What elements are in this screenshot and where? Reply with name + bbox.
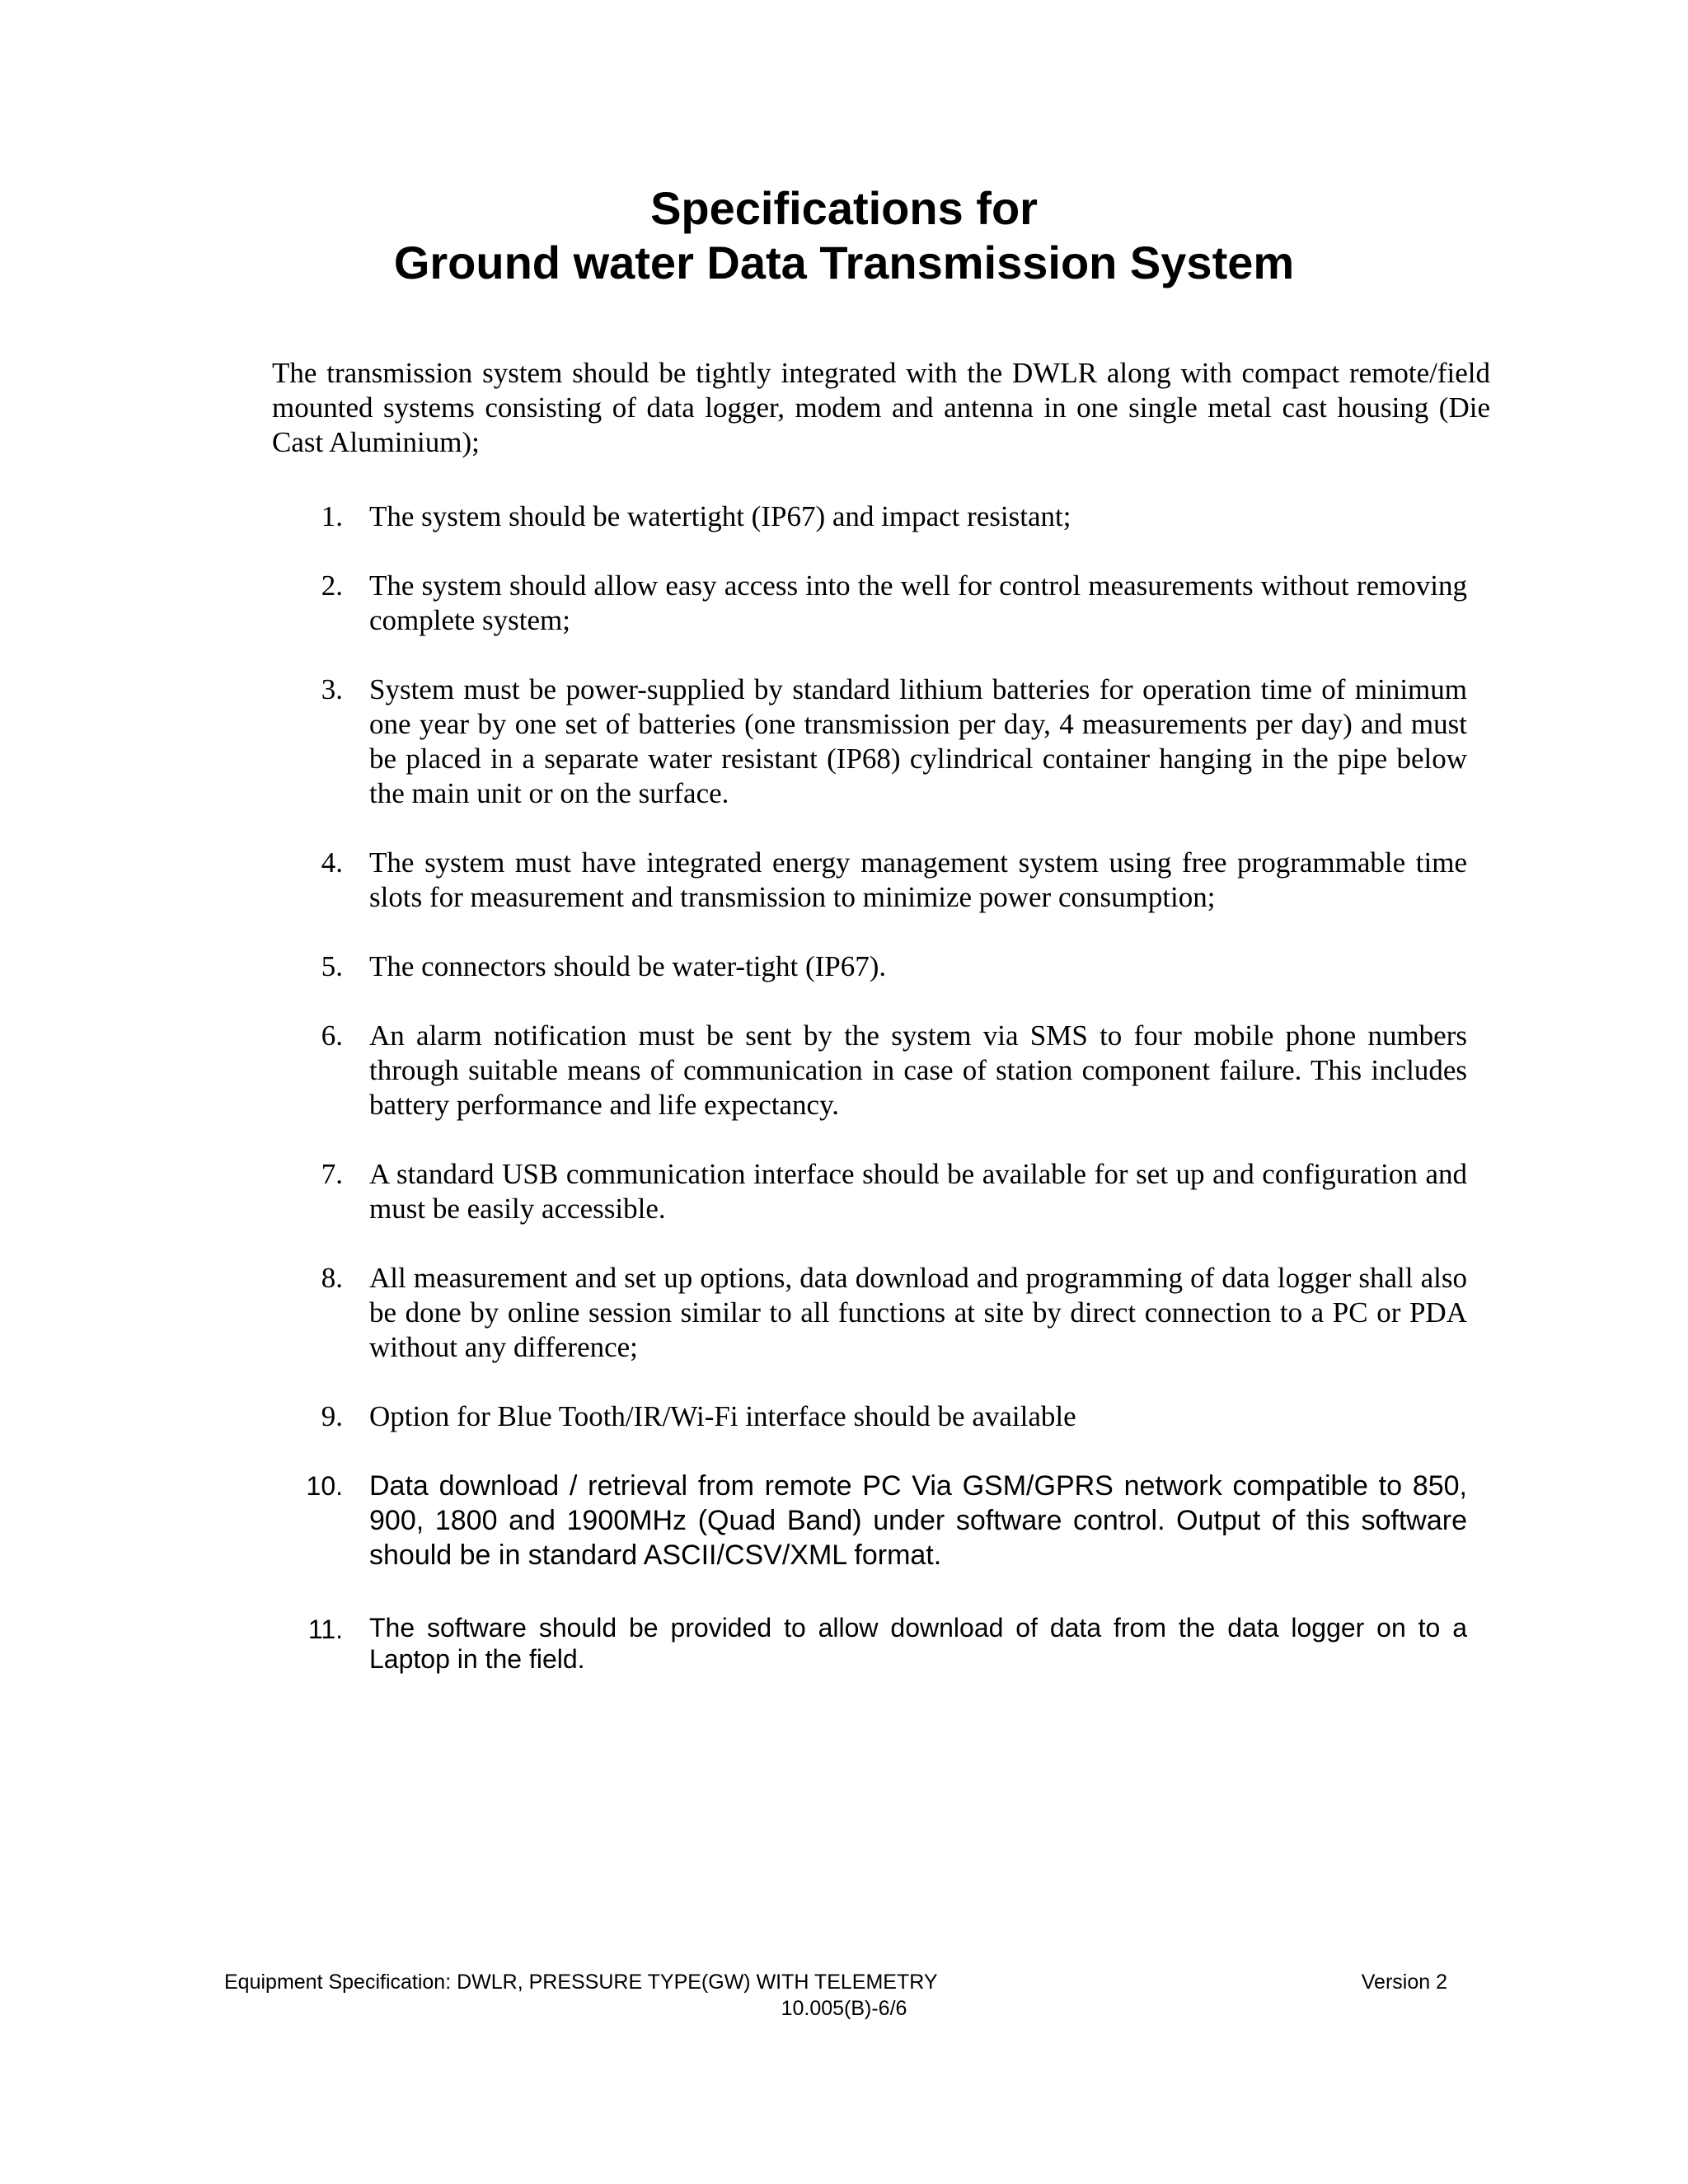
item-text: The connectors should be water-tight (IP67). xyxy=(369,950,887,982)
item-number: 1. xyxy=(321,500,343,532)
item-number: 4. xyxy=(321,846,343,879)
footer-page-number: 10.005(B)-6/6 xyxy=(781,1997,907,2020)
item-text: The software should be provided to allow download of data from the data logger on to a Laptop in the field. xyxy=(369,1613,1467,1674)
document-title-line-1: Specifications for xyxy=(650,182,1038,234)
item-number: 6. xyxy=(321,1019,343,1052)
item-text: All measurement and set up options, data download and programming of data logger shall also be done by online session similar to all functions at site by direct connection to a PC or PDA without any difference; xyxy=(369,1262,1467,1363)
document-title-line-2: Ground water Data Transmission System xyxy=(393,237,1295,288)
item-number: 9. xyxy=(321,1400,343,1432)
specification-list xyxy=(272,0,1467,2184)
item-text: The system should allow easy access into the well for control measurements without removing complete system; xyxy=(369,569,1467,636)
footer-equipment-specification: Equipment Specification: DWLR, PRESSURE TYPE(GW) WITH TELEMETRY xyxy=(224,1971,938,1994)
item-number: 3. xyxy=(321,673,343,705)
item-text: Option for Blue Tooth/IR/Wi-Fi interface should be available xyxy=(369,1400,1076,1432)
item-text: System must be power-supplied by standard lithium batteries for operation time of minimum one year by one set of batteries (one transmission per day, 4 measurements per day) and must be placed in a separate water resistant (IP68) cylindrical container hanging in the pipe below the main unit or on the surface. xyxy=(369,673,1467,809)
item-number: 8. xyxy=(321,1262,343,1294)
item-text: A standard USB communication interface should be available for set up and configuration and must be easily accessible. xyxy=(369,1158,1467,1225)
item-text: An alarm notification must be sent by the system via SMS to four mobile phone numbers through suitable means of communication in case of station component failure. This includes battery performance and life expectancy. xyxy=(369,1019,1467,1121)
item-text: The system must have integrated energy management system using free programmable time slots for measurement and transmission to minimize power consumption; xyxy=(369,846,1467,913)
item-number: 10. xyxy=(306,1471,343,1501)
item-number: 11. xyxy=(307,1615,343,1644)
footer-version: Version 2 xyxy=(1361,1971,1447,1994)
item-number: 7. xyxy=(321,1158,343,1190)
item-number: 5. xyxy=(321,950,343,982)
item-text: Data download / retrieval from remote PC Via GSM/GPRS network compatible to 850, 900, 1800 and 1900MHz (Quad Band) under software control. Output of this software should be in standard ASCII/CSV/XML format. xyxy=(369,1470,1467,1571)
item-number: 2. xyxy=(321,569,343,602)
intro-paragraph: The transmission system should be tightly integrated with the DWLR along with compact remote/field mounted systems consisting of data logger, modem and antenna in one single metal cast housing (Die Cast Aluminium); xyxy=(272,357,1490,458)
item-text: The system should be watertight (IP67) and impact resistant; xyxy=(369,500,1071,532)
